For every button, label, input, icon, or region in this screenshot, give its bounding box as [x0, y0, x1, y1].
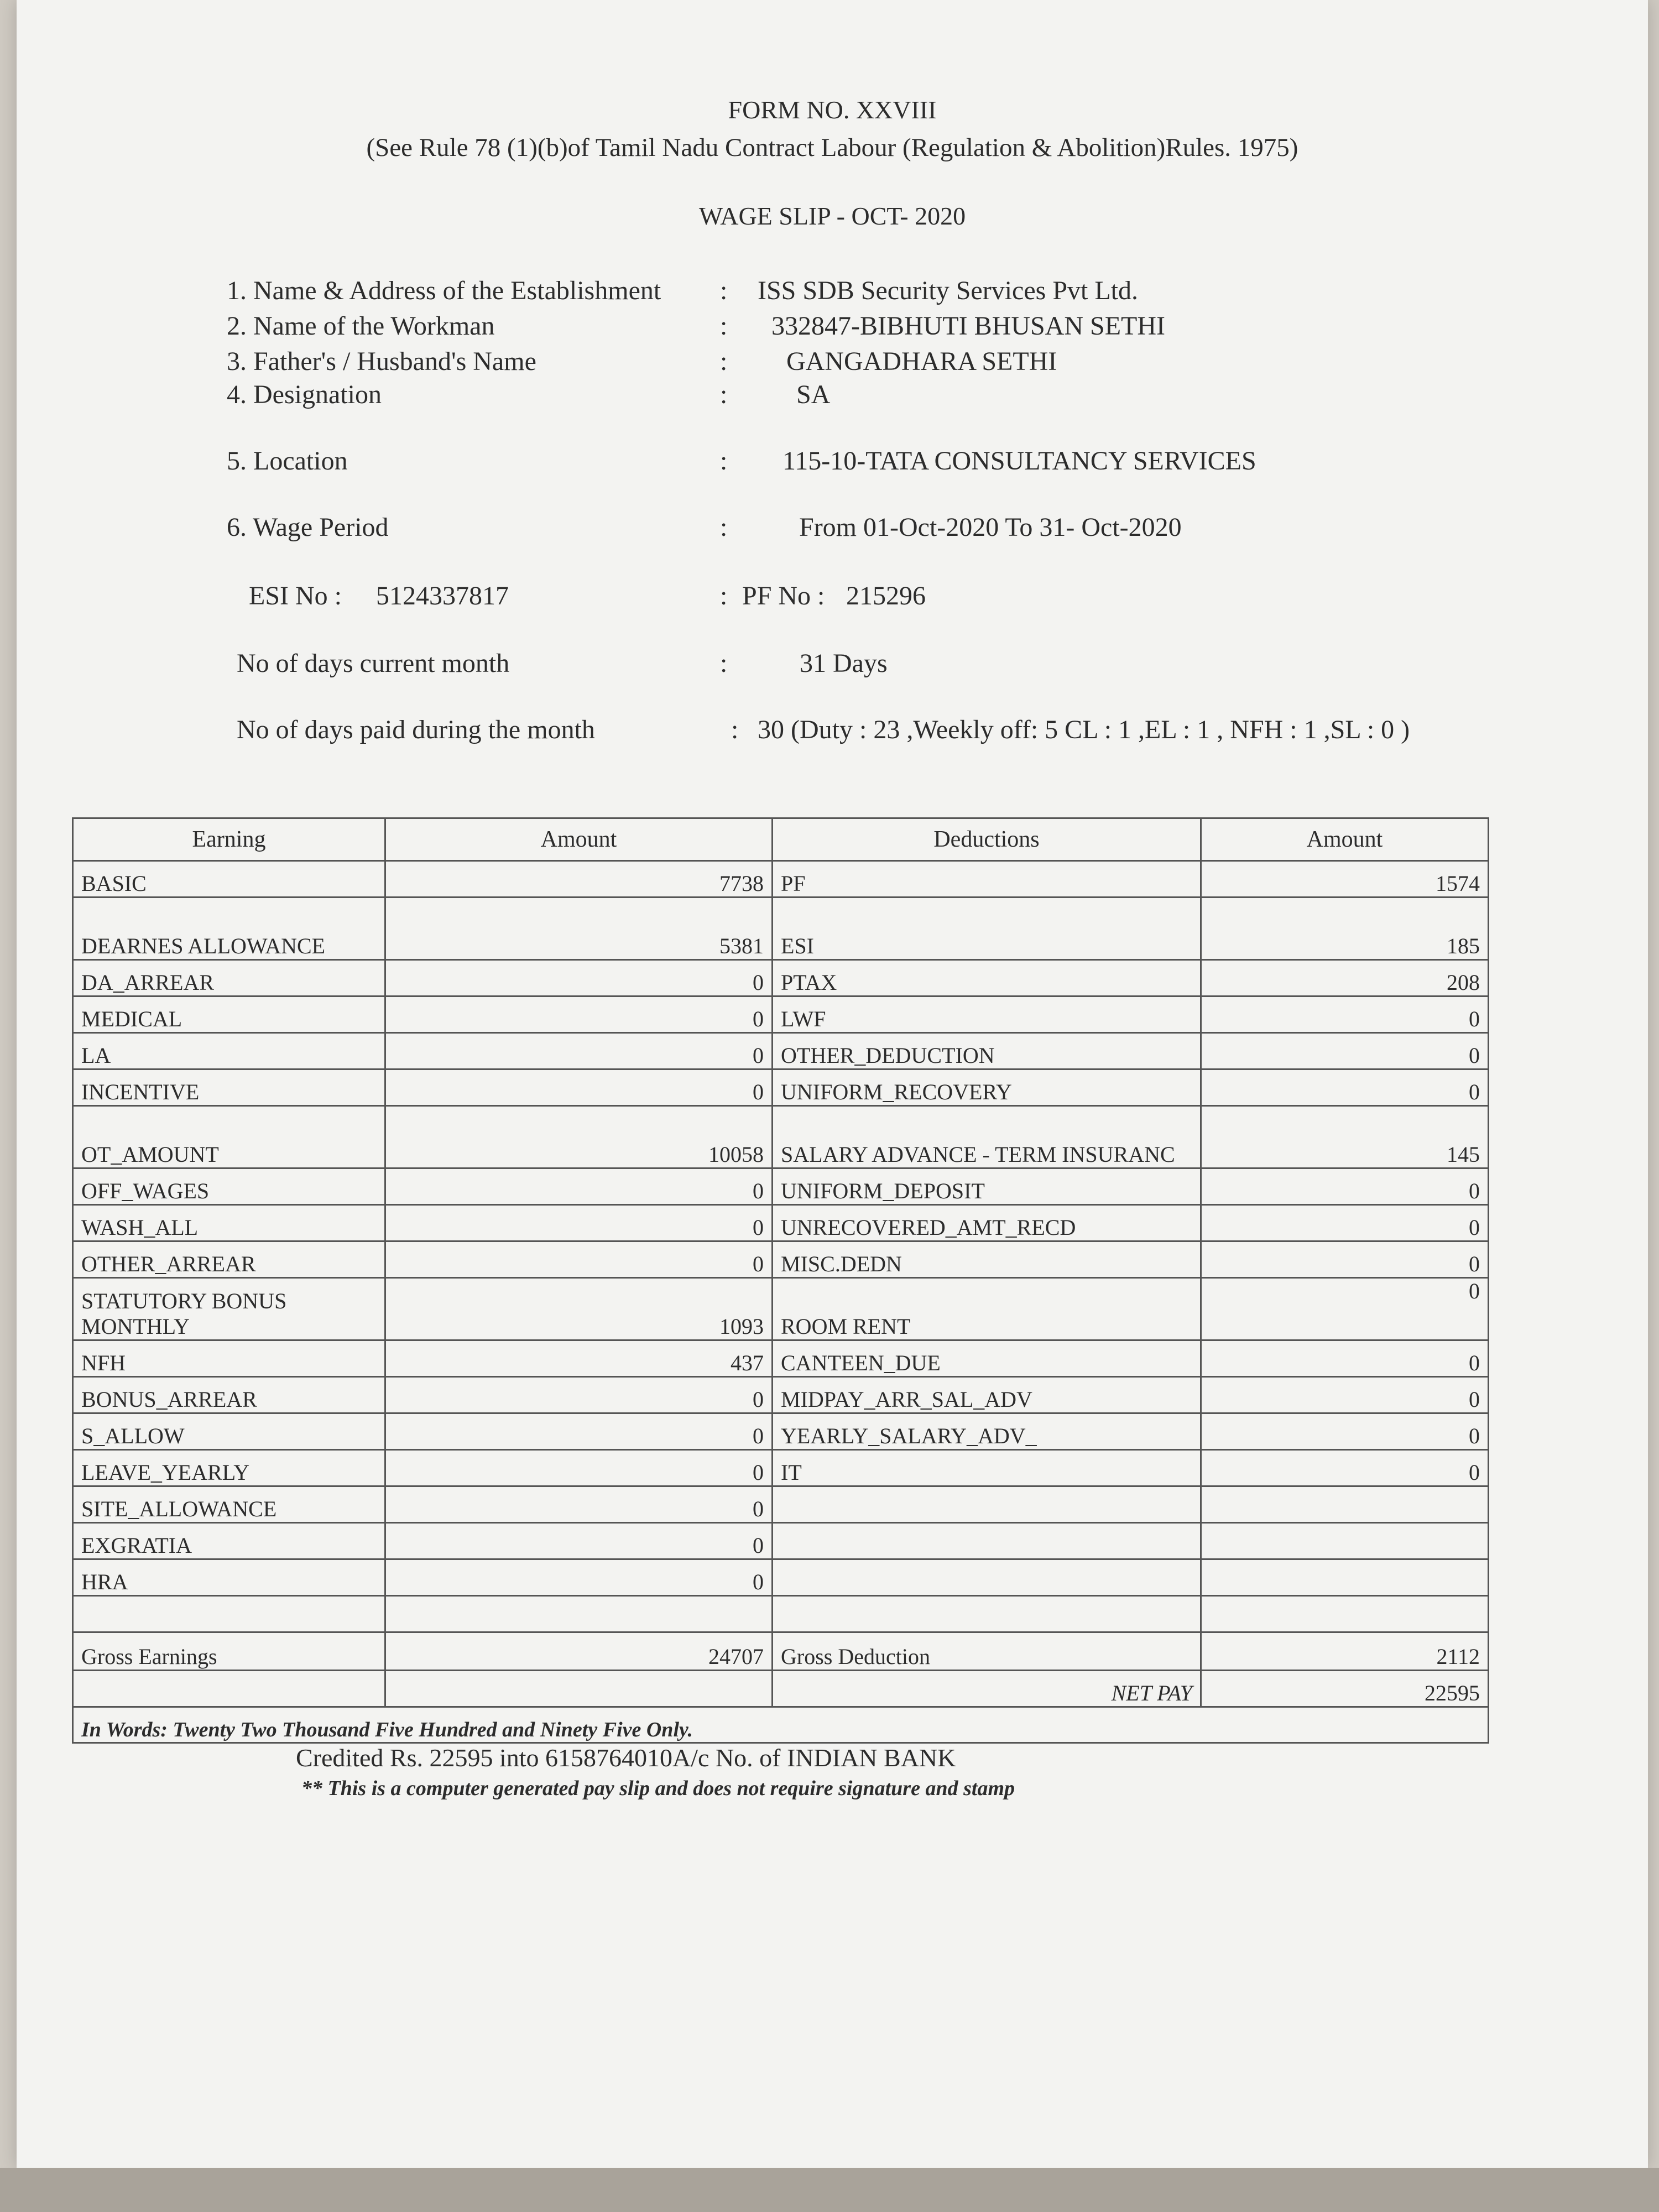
deduction-name: CANTEEN_DUE [773, 1340, 1201, 1377]
days-month-label: No of days current month [237, 649, 510, 678]
in-words-row [73, 1707, 1489, 1743]
deduction-name [773, 1523, 1201, 1559]
table-row [73, 1523, 1489, 1559]
days-paid-value: 30 (Duty : 23 ,Weekly off: 5 CL : 1 ,EL : 1 , NFH : 1 ,SL : 0 ) [758, 715, 1410, 744]
colon: : [720, 446, 728, 476]
earning-amount: 0 [385, 1070, 773, 1106]
deductions-header: Deductions [773, 818, 1201, 861]
background-surface [0, 2168, 1659, 2212]
deduction-amount: 0 [1201, 1205, 1489, 1241]
amount-in-words: In Words: Twenty Two Thousand Five Hundred and Ninety Five Only. [73, 1707, 1489, 1743]
days-paid-label: No of days paid during the month [237, 715, 595, 744]
gross-row [73, 1632, 1489, 1671]
table-row [73, 1070, 1489, 1106]
deduction-amount: 185 [1201, 898, 1489, 960]
earning-name: STATUTORY BONUS MONTHLY [73, 1278, 385, 1340]
deduction-amount: 0 [1201, 1413, 1489, 1450]
establishment-label: 1. Name & Address of the Establishment [227, 276, 661, 305]
earning-header: Earning [73, 818, 385, 861]
gross-earnings-label: Gross Earnings [73, 1632, 385, 1671]
deduction-amount [1201, 1559, 1489, 1596]
table-row [73, 1205, 1489, 1241]
earning-name: NFH [73, 1340, 385, 1377]
earning-amount: 10058 [385, 1106, 773, 1168]
earning-amount: 7738 [385, 861, 773, 898]
colon: : [720, 581, 728, 611]
deduction-name [773, 1486, 1201, 1523]
earning-name: HRA [73, 1559, 385, 1596]
deduction-amount: 0 [1201, 997, 1489, 1033]
table-row [73, 1241, 1489, 1278]
deduction-name: SALARY ADVANCE - TERM INSURANC [773, 1106, 1201, 1168]
wage-slip-sheet [17, 0, 1648, 2168]
colon: : [720, 380, 728, 409]
table-row [73, 1168, 1489, 1205]
earning-amount: 437 [385, 1340, 773, 1377]
table-row [73, 1450, 1489, 1486]
table-row [73, 997, 1489, 1033]
earning-name: LEAVE_YEARLY [73, 1450, 385, 1486]
location-label: 5. Location [227, 446, 348, 476]
blank-cell [73, 1596, 385, 1632]
table-row [73, 1413, 1489, 1450]
table-row [73, 861, 1489, 898]
earning-name: INCENTIVE [73, 1070, 385, 1106]
earning-name: MEDICAL [73, 997, 385, 1033]
earning-amount-header: Amount [385, 818, 773, 861]
credited-note: Credited Rs. 22595 into 6158764010A/c No. of INDIAN BANK [296, 1744, 956, 1772]
table-row [73, 1278, 1489, 1340]
gross-deduction-label: Gross Deduction [773, 1632, 1201, 1671]
colon: : [720, 276, 728, 305]
colon: : [720, 311, 728, 341]
deduction-name: LWF [773, 997, 1201, 1033]
earning-amount: 0 [385, 960, 773, 997]
deduction-amount: 0 [1201, 1340, 1489, 1377]
workman-value: 332847-BIBHUTI BHUSAN SETHI [771, 311, 1165, 341]
deduction-name: IT [773, 1450, 1201, 1486]
table-row [73, 1106, 1489, 1168]
earning-amount: 0 [385, 1033, 773, 1070]
days-month-value: 31 Days [800, 649, 888, 678]
workman-label: 2. Name of the Workman [227, 311, 495, 341]
earning-amount: 0 [385, 1377, 773, 1413]
earning-name: DA_ARREAR [73, 960, 385, 997]
earning-amount: 0 [385, 1559, 773, 1596]
blank-cell [385, 1596, 773, 1632]
net-pay-row [73, 1671, 1489, 1707]
esi-value: 5124337817 [376, 581, 509, 611]
earning-amount: 0 [385, 1450, 773, 1486]
pf-value: 215296 [846, 581, 926, 611]
table-row [73, 1486, 1489, 1523]
earning-name: OTHER_ARREAR [73, 1241, 385, 1278]
deduction-amount: 0 [1201, 1377, 1489, 1413]
deduction-name: UNRECOVERED_AMT_RECD [773, 1205, 1201, 1241]
blank-cell [773, 1596, 1201, 1632]
colon: : [720, 649, 728, 678]
table-row [73, 960, 1489, 997]
deduction-name: YEARLY_SALARY_ADV_ [773, 1413, 1201, 1450]
earning-name: WASH_ALL [73, 1205, 385, 1241]
deduction-name: PTAX [773, 960, 1201, 997]
blank-row [73, 1596, 1489, 1632]
deduction-amount: 208 [1201, 960, 1489, 997]
blank-cell [73, 1671, 385, 1707]
blank-cell [385, 1671, 773, 1707]
slip-title: WAGE SLIP - OCT- 2020 [698, 202, 966, 230]
form-number: FORM NO. XXVIII [728, 96, 937, 124]
table-row [73, 1377, 1489, 1413]
deduction-name: UNIFORM_RECOVERY [773, 1070, 1201, 1106]
wage-period-value: From 01-Oct-2020 To 31- Oct-2020 [799, 513, 1182, 542]
blank-cell [1201, 1596, 1489, 1632]
deduction-amount [1201, 1486, 1489, 1523]
table-row [73, 1559, 1489, 1596]
deduction-name [773, 1559, 1201, 1596]
deduction-name: ESI [773, 898, 1201, 960]
father-label: 3. Father's / Husband's Name [227, 347, 536, 376]
earning-amount: 0 [385, 1413, 773, 1450]
deduction-amount: 0 [1201, 1033, 1489, 1070]
earning-name: EXGRATIA [73, 1523, 385, 1559]
deduction-name: OTHER_DEDUCTION [773, 1033, 1201, 1070]
colon: : [720, 347, 728, 376]
deduction-amount: 0 [1201, 1241, 1489, 1278]
deduction-name: UNIFORM_DEPOSIT [773, 1168, 1201, 1205]
earning-amount: 0 [385, 1523, 773, 1559]
earning-amount: 0 [385, 1241, 773, 1278]
deduction-amount: 0 [1201, 1278, 1489, 1340]
deduction-amount-header: Amount [1201, 818, 1489, 861]
earning-amount: 0 [385, 1486, 773, 1523]
net-pay-label: NET PAY [773, 1671, 1201, 1707]
gross-deduction-value: 2112 [1201, 1632, 1489, 1671]
establishment-value: ISS SDB Security Services Pvt Ltd. [758, 276, 1139, 305]
earning-amount: 5381 [385, 898, 773, 960]
deduction-name: MIDPAY_ARR_SAL_ADV [773, 1377, 1201, 1413]
earning-name: S_ALLOW [73, 1413, 385, 1450]
table-row [73, 1033, 1489, 1070]
earning-amount: 1093 [385, 1278, 773, 1340]
deduction-amount: 0 [1201, 1070, 1489, 1106]
wage-period-label: 6. Wage Period [227, 513, 389, 542]
earning-name: BONUS_ARREAR [73, 1377, 385, 1413]
deduction-name: MISC.DEDN [773, 1241, 1201, 1278]
earning-name: OT_AMOUNT [73, 1106, 385, 1168]
deduction-amount: 145 [1201, 1106, 1489, 1168]
table-row [73, 898, 1489, 960]
deduction-amount: 0 [1201, 1168, 1489, 1205]
designation-value: SA [796, 380, 831, 409]
rule-reference: (See Rule 78 (1)(b)of Tamil Nadu Contract Labour (Regulation & Abolition)Rules. 1975) [366, 133, 1298, 162]
earning-amount: 0 [385, 1168, 773, 1205]
deduction-name: ROOM RENT [773, 1278, 1201, 1340]
father-value: GANGADHARA SETHI [786, 347, 1057, 376]
esi-label: ESI No : [249, 581, 342, 611]
earning-amount: 0 [385, 1205, 773, 1241]
deduction-amount: 0 [1201, 1450, 1489, 1486]
earning-name: SITE_ALLOWANCE [73, 1486, 385, 1523]
location-value: 115-10-TATA CONSULTANCY SERVICES [782, 446, 1256, 476]
pf-label: PF No : [742, 581, 825, 611]
deduction-amount [1201, 1523, 1489, 1559]
computer-generated-note: ** This is a computer generated pay slip and does not require signature and stamp [301, 1777, 1015, 1800]
deduction-name: PF [773, 861, 1201, 898]
colon: : [720, 513, 728, 542]
earning-name: OFF_WAGES [73, 1168, 385, 1205]
gross-earnings-value: 24707 [385, 1632, 773, 1671]
earning-amount: 0 [385, 997, 773, 1033]
net-pay-value: 22595 [1201, 1671, 1489, 1707]
table-header-row [73, 818, 1489, 861]
earning-name: LA [73, 1033, 385, 1070]
wage-table [72, 817, 1489, 1744]
earning-name: DEARNES ALLOWANCE [73, 898, 385, 960]
designation-label: 4. Designation [227, 380, 382, 409]
colon: : [731, 715, 739, 744]
earning-name: BASIC [73, 861, 385, 898]
table-row [73, 1340, 1489, 1377]
deduction-amount: 1574 [1201, 861, 1489, 898]
